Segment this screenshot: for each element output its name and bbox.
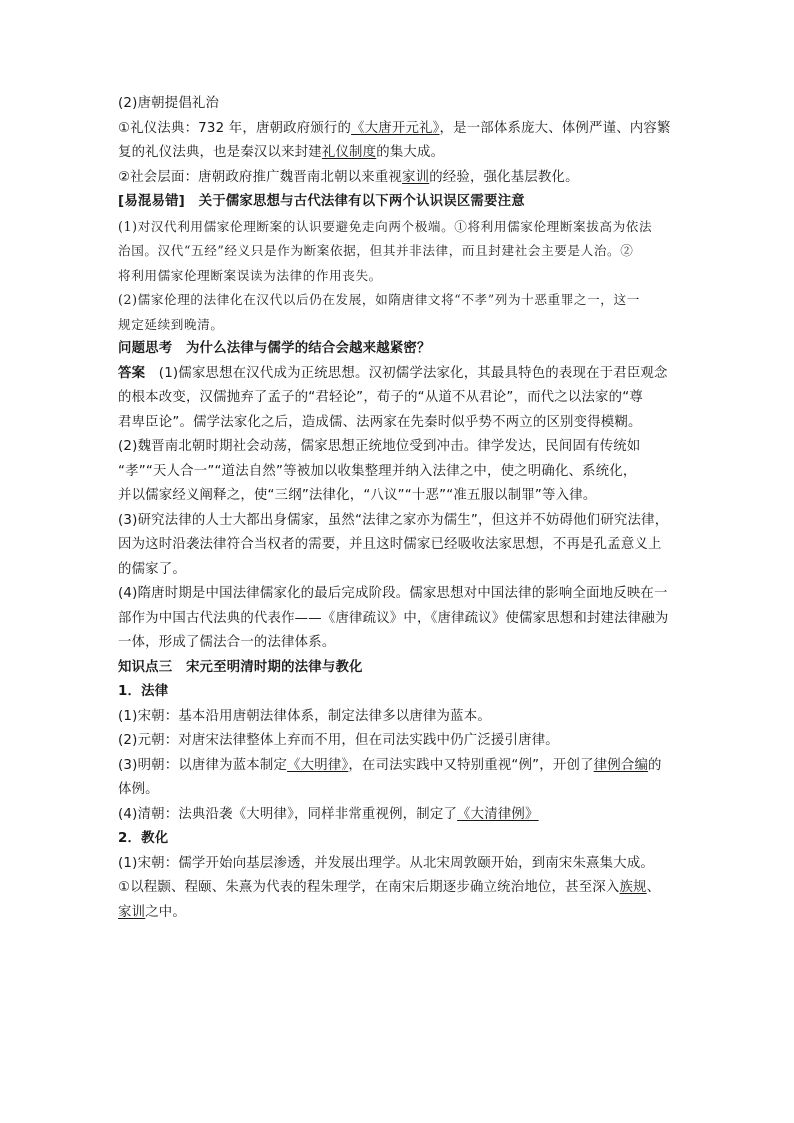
underlined-term: 家训 — [402, 169, 430, 185]
text: 之中。 — [145, 904, 186, 920]
tip-heading — [118, 190, 678, 215]
document-page — [118, 92, 678, 925]
question-label: 问题思考 — [118, 341, 173, 356]
paragraph — [118, 141, 678, 166]
answer-line: “孝”“天人合一”“道法自然”等被加以收集整理并纳入法律之中，使之明确化、系统化， — [118, 463, 637, 479]
answer-line: 并以儒家经义阐释之，使“三纲”法律化，“八议”“十恶”“准五服以制罪”等入律。 — [118, 488, 597, 503]
answer-line: (4)隋唐时期是中国法律儒家化的最后完成阶段。儒家思想对中国法律的影响全面地反映在一 — [118, 586, 668, 601]
text: ②社会层面：唐朝政府推广魏晋南北朝以来重视 — [118, 169, 403, 185]
underlined-term: 礼仪制度 — [321, 145, 377, 160]
underlined-term: 族规 — [619, 880, 647, 895]
text: ，在司法实践中又特别重视“例”，开创了 — [348, 757, 594, 773]
paragraph: (1)宋朝：基本沿用唐朝法律体系，制定法律多以唐律为蓝本。 — [118, 708, 491, 724]
text: ，是一部体系庞大、体例严谨、内容繁 — [439, 120, 671, 136]
answer-line: 一体，形成了儒法合一的法律体系。 — [118, 635, 336, 650]
paragraph — [118, 117, 678, 142]
text: 的 — [648, 757, 662, 773]
answer-line: (2)魏晋南北朝时期社会动荡，儒家思想正统地位受到冲击。律学发达，民间固有传统如 — [118, 439, 641, 454]
question-heading — [118, 337, 678, 362]
knowledge-point-title: 知识点三 宋元至明清时期的法律与教化 — [118, 659, 363, 675]
answer-line: 部作为中国古代法典的代表作——《唐律疏议》中，《唐律疏议》使儒家思想和封建法律融为 — [118, 610, 669, 626]
text: ①礼仪法典：732 年，唐朝政府颁行的 — [118, 120, 352, 136]
book-title: 《大明律》 — [287, 757, 349, 773]
text: 的经验，强化基层教化。 — [429, 169, 579, 185]
paragraph — [118, 754, 678, 779]
paragraph: 体例。 — [118, 782, 159, 797]
paragraph — [118, 166, 678, 191]
tip-line: (1)对汉代利用儒家伦理断案的认识要避免走向两个极端。①将利用儒家伦理断案拔高为依法 — [118, 218, 653, 234]
section-heading: (2)唐朝提倡礼治 — [118, 96, 220, 111]
paragraph — [118, 901, 678, 926]
paragraph — [118, 803, 678, 828]
underlined-term: 律例合编 — [593, 757, 649, 773]
text: (1)儒家思想在汉代成为正统思想。汉初儒学法家化，其最具特色的表现在于君臣观念 — [158, 365, 668, 381]
text: ①以程颢、程颐、朱熹为代表的程朱理学，在南宋后期逐步确立统治地位，甚至深入 — [118, 880, 620, 895]
text: 、 — [646, 880, 661, 895]
answer-line — [118, 362, 678, 387]
text: (3)明朝：以唐律为蓝本制定 — [118, 757, 288, 773]
text: 复的礼仪法典，也是秦汉以来封建 — [118, 145, 322, 160]
text: (4)清朝：法典沿袭《大明律》，同样非常重视例，制定了 — [118, 806, 458, 822]
question-text: 为什么法律与儒学的结合会越来越紧密？ — [185, 341, 431, 356]
tip-line: 规定延续到晚清。 — [118, 316, 224, 332]
underlined-term: 家训 — [118, 904, 146, 920]
subsection-heading: 2．教化 — [118, 831, 169, 846]
tip-label: [易混易错] — [118, 194, 186, 209]
tip-line: 治国。汉代“五经”经义只是作为断案依据，但其并非法律，而且封建社会主要是人治。② — [118, 243, 634, 258]
answer-label: 答案 — [118, 365, 146, 381]
paragraph — [118, 876, 678, 901]
tip-line: (2)儒家伦理的法律化在汉代以后仍在发展，如隋唐律文将“不孝”列为十恶重罪之一，这一 — [118, 292, 640, 307]
text: 的集大成。 — [376, 145, 445, 160]
answer-line: 的儒家了。 — [118, 561, 186, 577]
paragraph: (1)宋朝：儒学开始向基层渗透，并发展出理学。从北宋周敦颐开始，到南宋朱熹集大成。 — [118, 855, 655, 871]
book-title: 《大清律例》 — [457, 806, 539, 822]
answer-line: 君卑臣论”。儒学法家化之后，造成儒、法两家在先秦时似乎势不两立的区别变得模糊。 — [118, 414, 642, 430]
subsection-heading: 1．法律 — [118, 684, 169, 699]
paragraph: (2)元朝：对唐宋法律整体上弃而不用，但在司法实践中仍广泛援引唐律。 — [118, 733, 559, 748]
answer-line: 的根本改变，汉儒抛弃了孟子的“君轻论”，荀子的“从道不从君论”，而代之以法家的“尊 — [118, 390, 643, 405]
tip-title: 关于儒家思想与古代法律有以下两个认识误区需要注意 — [198, 194, 525, 209]
tip-line: 将利用儒家伦理断案误读为法律的作用丧失。 — [118, 267, 382, 283]
book-title: 《大唐开元礼》 — [351, 120, 440, 136]
answer-line: (3)研究法律的人士大都出身儒家，虽然“法律之家亦为儒生”，但这并不妨碍他们研究法律， — [118, 512, 669, 528]
answer-line: 因为这时沿袭法律符合当权者的需要，并且这时儒家已经吸收法家思想，不再是孔孟意义上 — [118, 537, 662, 552]
